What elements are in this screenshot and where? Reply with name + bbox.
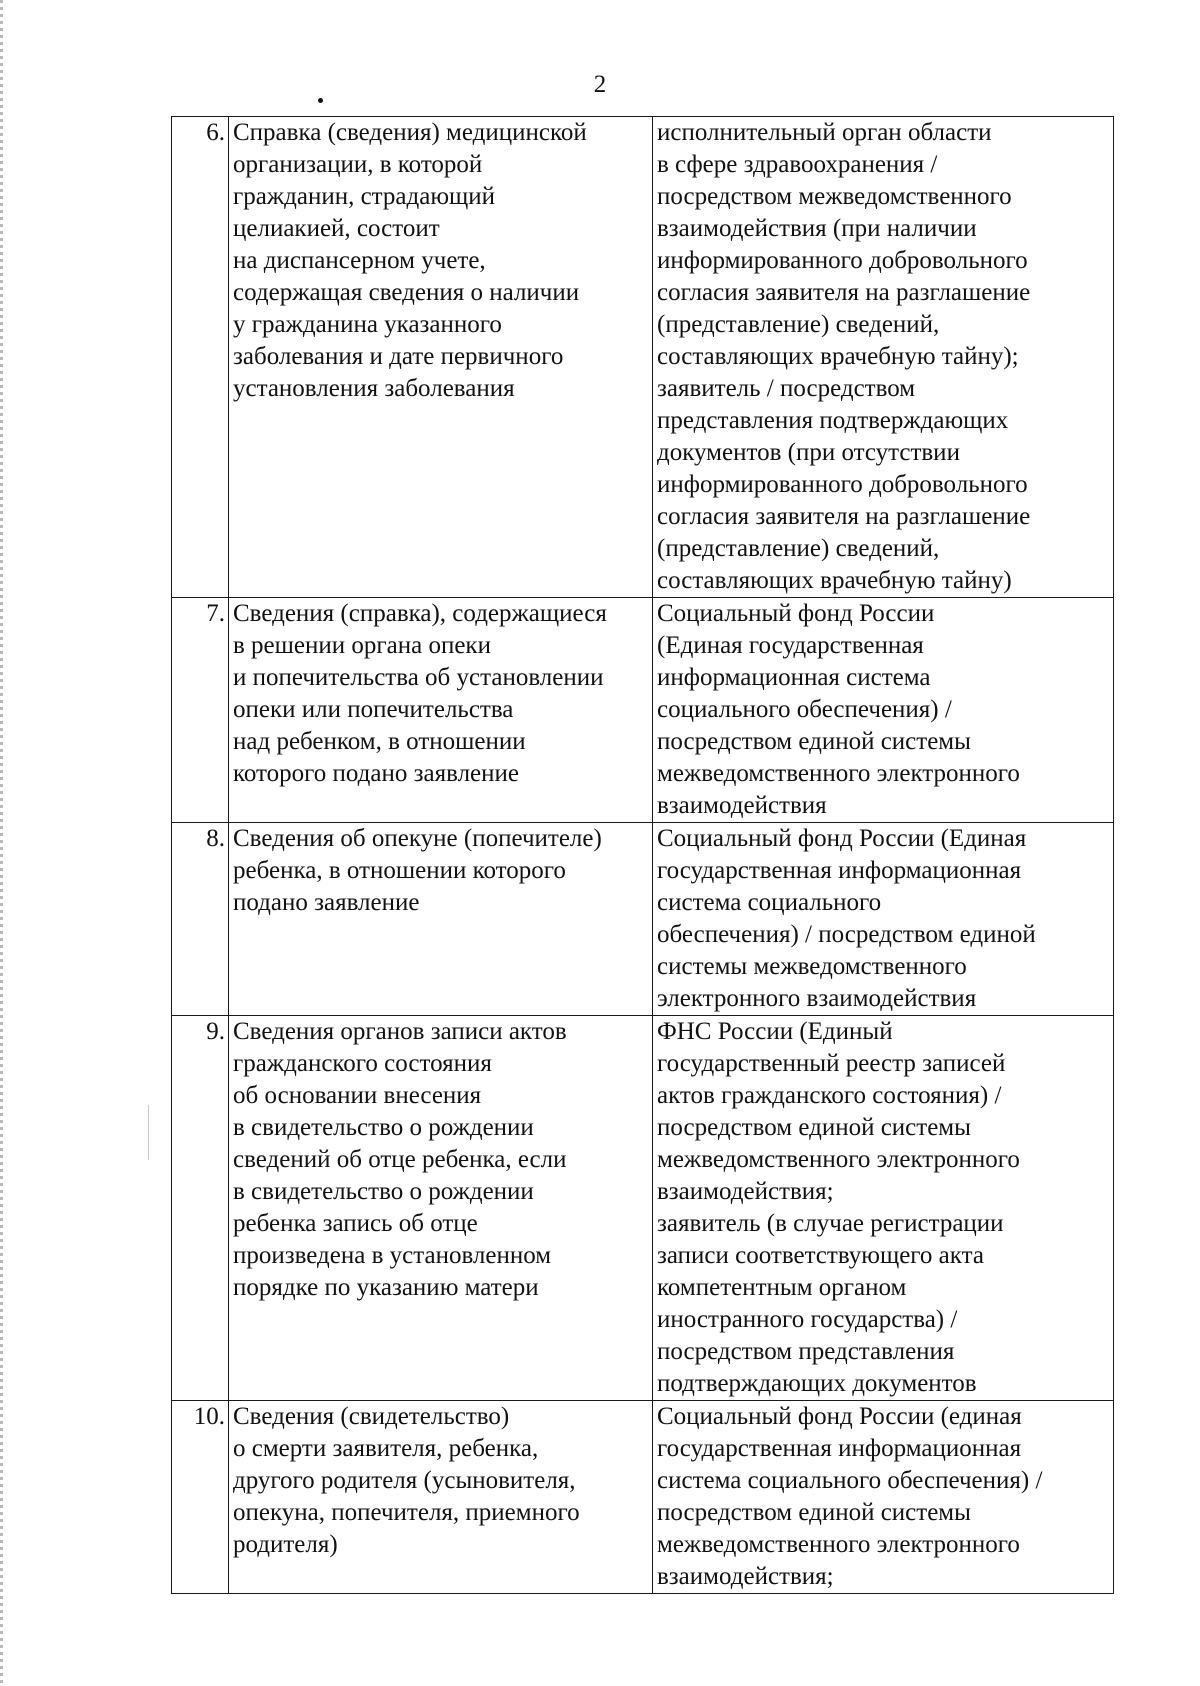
document-name-line: Сведения (свидетельство)	[233, 1403, 510, 1430]
stray-dot-mark	[318, 98, 323, 103]
document-name-line: опекуна, попечителя, приемного	[233, 1499, 580, 1526]
document-name-line: Справка (сведения) медицинской	[233, 119, 587, 146]
source-line: ФНС России (Единый	[657, 1018, 893, 1045]
document-name-line: сведений об отце ребенка, если	[233, 1146, 567, 1173]
source-line: информированного добровольного	[657, 471, 1028, 498]
table-row	[172, 823, 1114, 1016]
document-name-line: которого подано заявление	[233, 760, 519, 787]
scan-mark-artifact	[148, 1105, 149, 1160]
source-line: государственная информационная	[657, 1435, 1022, 1462]
row-number: 9.	[172, 1016, 229, 1401]
document-name-line: гражданского состояния	[233, 1050, 492, 1077]
document-name-line: в решении органа опеки	[233, 632, 491, 659]
source-line: посредством представления	[657, 1338, 955, 1365]
documents-table-body	[172, 117, 1114, 1594]
document-name-cell	[229, 117, 653, 598]
source-line: подтверждающих документов	[657, 1370, 977, 1397]
document-name-line: произведена в установленном	[233, 1242, 552, 1269]
source-line: составляющих врачебную тайну)	[657, 567, 1012, 594]
source-line: в сфере здравоохранения /	[657, 151, 938, 178]
document-name-line: родителя)	[233, 1531, 338, 1558]
document-name-line: порядке по указанию матери	[233, 1274, 539, 1301]
document-name-cell	[229, 1401, 653, 1594]
document-name-line: опеки или попечительства	[233, 696, 514, 723]
source-line: государственная информационная	[657, 857, 1022, 884]
document-name-line: организации, в которой	[233, 151, 483, 178]
source-line: исполнительный орган области	[657, 119, 992, 146]
table-row	[172, 1401, 1114, 1594]
document-name-line: содержащая сведения о наличии	[233, 279, 580, 306]
source-cell	[653, 1401, 1114, 1594]
document-name-line: у гражданина указанного	[233, 311, 502, 338]
source-line: система социального обеспечения) /	[657, 1467, 1043, 1494]
source-line: составляющих врачебную тайну);	[657, 343, 1019, 370]
document-name-cell	[229, 1016, 653, 1401]
source-line: (Единая государственная	[657, 632, 924, 659]
source-line: согласия заявителя на разглашение	[657, 503, 1031, 530]
source-line: межведомственного электронного	[657, 760, 1020, 787]
source-cell	[653, 117, 1114, 598]
source-cell	[653, 1016, 1114, 1401]
source-line: согласия заявителя на разглашение	[657, 279, 1031, 306]
document-name-line: установления заболевания	[233, 375, 515, 402]
documents-table	[171, 116, 1114, 1594]
table-row	[172, 117, 1114, 598]
source-line: актов гражданского состояния) /	[657, 1082, 1002, 1109]
source-line: система социального	[657, 889, 882, 916]
source-line: межведомственного электронного	[657, 1531, 1020, 1558]
document-name-line: ребенка, в отношении которого	[233, 857, 566, 884]
document-name-line: другого родителя (усыновителя,	[233, 1467, 576, 1494]
source-line: посредством единой системы	[657, 1499, 971, 1526]
document-name-line: гражданин, страдающий	[233, 183, 495, 210]
document-name-cell	[229, 598, 653, 823]
source-line: представления подтверждающих	[657, 407, 1009, 434]
document-name-line: в свидетельство о рождении	[233, 1178, 534, 1205]
document-name-line: над ребенком, в отношении	[233, 728, 526, 755]
source-line: обеспечения) / посредством единой	[657, 921, 1036, 948]
row-number: 6.	[172, 117, 229, 598]
scan-edge-artifact	[0, 0, 3, 1686]
source-line: взаимодействия	[657, 792, 827, 819]
source-line: посредством единой системы	[657, 728, 971, 755]
source-line: документов (при отсутствии	[657, 439, 960, 466]
source-line: записи соответствующего акта	[657, 1242, 984, 1269]
document-name-line: целиакией, состоит	[233, 215, 440, 242]
source-line: иностранного государства) /	[657, 1306, 958, 1333]
source-line: Социальный фонд России	[657, 600, 935, 627]
document-name-line: о смерти заявителя, ребенка,	[233, 1435, 539, 1462]
table-row	[172, 1016, 1114, 1401]
source-line: Социальный фонд России (единая	[657, 1403, 1022, 1430]
document-name-line: заболевания и дате первичного	[233, 343, 564, 370]
source-line: информационная система	[657, 664, 931, 691]
source-line: взаимодействия (при наличии	[657, 215, 977, 242]
document-name-line: Сведения об опекуне (попечителе)	[233, 825, 602, 852]
source-line: Социальный фонд России (Единая	[657, 825, 1027, 852]
table-row	[172, 598, 1114, 823]
source-cell	[653, 598, 1114, 823]
source-line: взаимодействия;	[657, 1178, 834, 1205]
document-name-line: об основании внесения	[233, 1082, 482, 1109]
source-line: социального обеспечения) /	[657, 696, 952, 723]
row-number: 7.	[172, 598, 229, 823]
source-line: межведомственного электронного	[657, 1146, 1020, 1173]
document-name-line: в свидетельство о рождении	[233, 1114, 534, 1141]
source-line: системы межведомственного	[657, 953, 967, 980]
document-name-line: подано заявление	[233, 889, 420, 916]
document-name-line: и попечительства об установлении	[233, 664, 604, 691]
document-name-line: на диспансерном учете,	[233, 247, 486, 274]
source-line: информированного добровольного	[657, 247, 1028, 274]
row-number: 8.	[172, 823, 229, 1016]
source-line: (представление) сведений,	[657, 535, 940, 562]
source-line: взаимодействия;	[657, 1563, 834, 1590]
source-line: государственный реестр записей	[657, 1050, 1006, 1077]
source-cell	[653, 823, 1114, 1016]
source-line: заявитель / посредством	[657, 375, 916, 402]
source-line: компетентным органом	[657, 1274, 907, 1301]
source-line: посредством межведомственного	[657, 183, 1012, 210]
source-line: электронного взаимодействия	[657, 985, 977, 1012]
document-name-cell	[229, 823, 653, 1016]
source-line: (представление) сведений,	[657, 311, 940, 338]
document-name-line: Сведения (справка), содержащиеся	[233, 600, 607, 627]
document-name-line: Сведения органов записи актов	[233, 1018, 567, 1045]
page-number: 2	[593, 71, 607, 98]
source-line: заявитель (в случае регистрации	[657, 1210, 1004, 1237]
document-name-line: ребенка запись об отце	[233, 1210, 478, 1237]
source-line: посредством единой системы	[657, 1114, 971, 1141]
row-number: 10.	[172, 1401, 229, 1594]
